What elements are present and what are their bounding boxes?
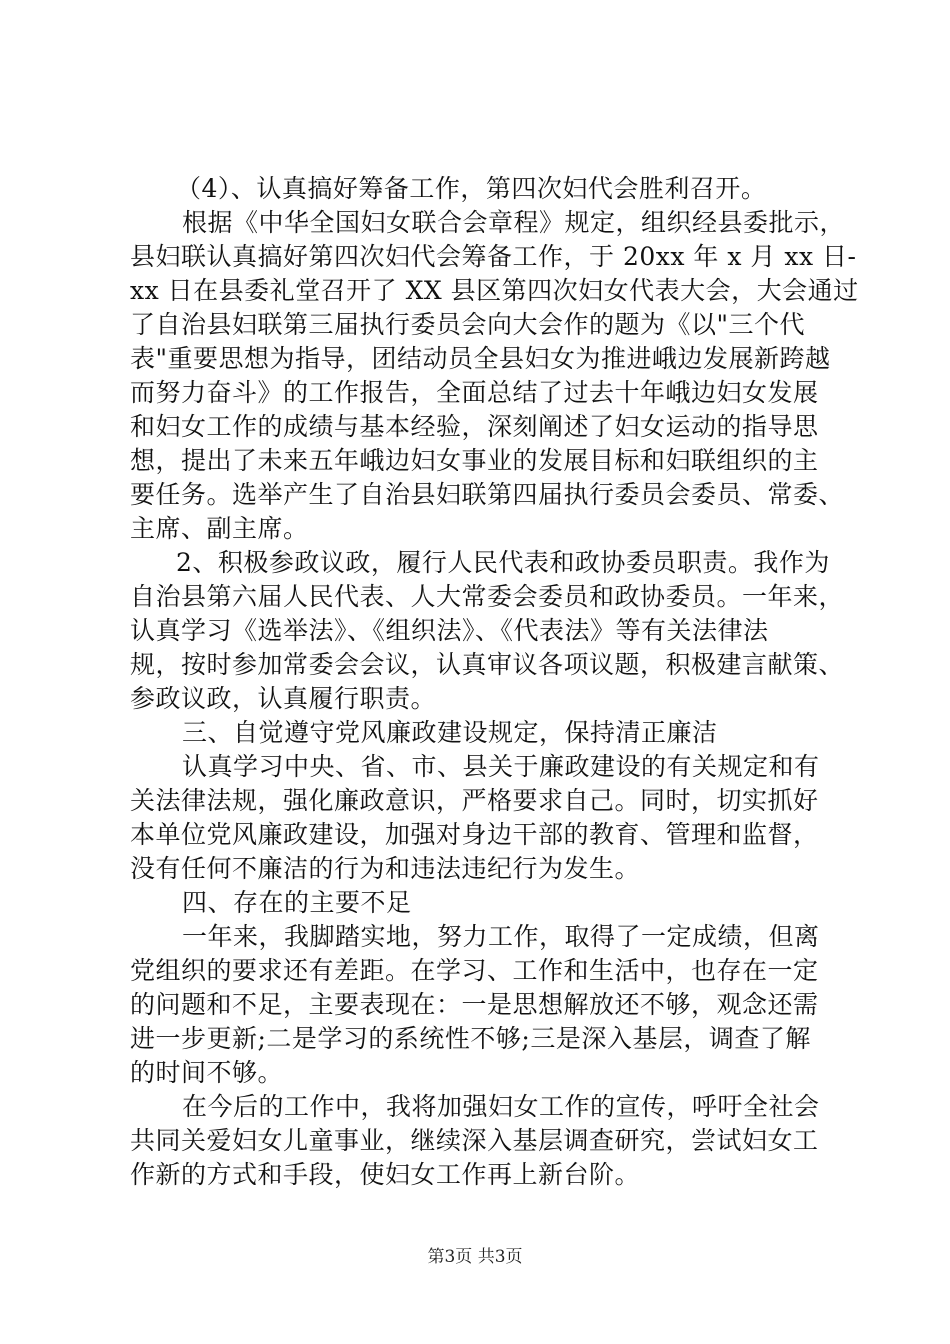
text-line: 规，按时参加常委会会议，认真审议各项议题，积极建言献策、 [130, 650, 845, 679]
text-line: 党组织的要求还有差距。在学习、工作和生活中，也存在一定 [130, 956, 819, 985]
section-heading: 三、自觉遵守党风廉政建设规定，保持清正廉洁 [182, 718, 718, 747]
text-line: 在今后的工作中，我将加强妇女工作的宣传，呼吁全社会 [182, 1092, 820, 1121]
text-line: 本单位党风廉政建设，加强对身边干部的教育、管理和监督， [130, 820, 819, 849]
text-line: 而努力奋斗》的工作报告，全面总结了过去十年峨边妇女发展 [130, 378, 819, 407]
text-line: 主席、副主席。 [130, 514, 309, 543]
text-line: 认真学习《选举法》、《组织法》、《代表法》等有关法律法 [130, 616, 769, 645]
text-line: 县妇联认真搞好第四次妇代会筹备工作，于 20xx 年 x 月 xx 日- [130, 242, 857, 271]
text-line: 自治县第六届人民代表、人大常委会委员和政协委员。一年来， [130, 582, 845, 611]
text-line: 一年来，我脚踏实地，努力工作，取得了一定成绩，但离 [182, 922, 820, 951]
text-line: 进一步更新;二是学习的系统性不够;三是深入基层，调查了解 [130, 1024, 811, 1053]
text-line: 2、积极参政议政，履行人民代表和政协委员职责。我作为 [176, 548, 830, 577]
page-number-footer: 第3页 共3页 [427, 1247, 523, 1267]
text-line: 要任务。选举产生了自治县妇联第四届执行委员会委员、常委、 [130, 480, 845, 509]
text-line: 的问题和不足，主要表现在：一是思想解放还不够，观念还需 [130, 990, 819, 1019]
text-line: 没有任何不廉洁的行为和违法违纪行为发生。 [130, 854, 641, 883]
text-line: 共同关爱妇女儿童事业，继续深入基层调查研究，尝试妇女工 [130, 1126, 819, 1155]
section-heading: 四、存在的主要不足 [182, 888, 412, 917]
text-line: 的时间不够。 [130, 1058, 284, 1087]
text-line: （4）、认真搞好筹备工作，第四次妇代会胜利召开。 [176, 174, 767, 203]
text-line: 作新的方式和手段，使妇女工作再上新台阶。 [130, 1160, 641, 1189]
text-line: 想，提出了未来五年峨边妇女事业的发展目标和妇联组织的主 [130, 446, 819, 475]
text-line: 认真学习中央、省、市、县关于廉政建设的有关规定和有 [182, 752, 820, 781]
text-line: xx 日在县委礼堂召开了 XX 县区第四次妇女代表大会，大会通过 [130, 276, 859, 305]
text-line: 关法律法规，强化廉政意识，严格要求自己。同时，切实抓好 [130, 786, 819, 815]
text-line: 表"重要思想为指导，团结动员全县妇女为推进峨边发展新跨越 [130, 344, 831, 373]
text-line: 了自治县妇联第三届执行委员会向大会作的题为《以"三个代 [130, 310, 806, 339]
text-line: 根据《中华全国妇女联合会章程》规定，组织经县委批示， [182, 208, 846, 237]
text-line: 和妇女工作的成绩与基本经验，深刻阐述了妇女运动的指导思 [130, 412, 819, 441]
text-line: 参政议政，认真履行职责。 [130, 684, 437, 713]
